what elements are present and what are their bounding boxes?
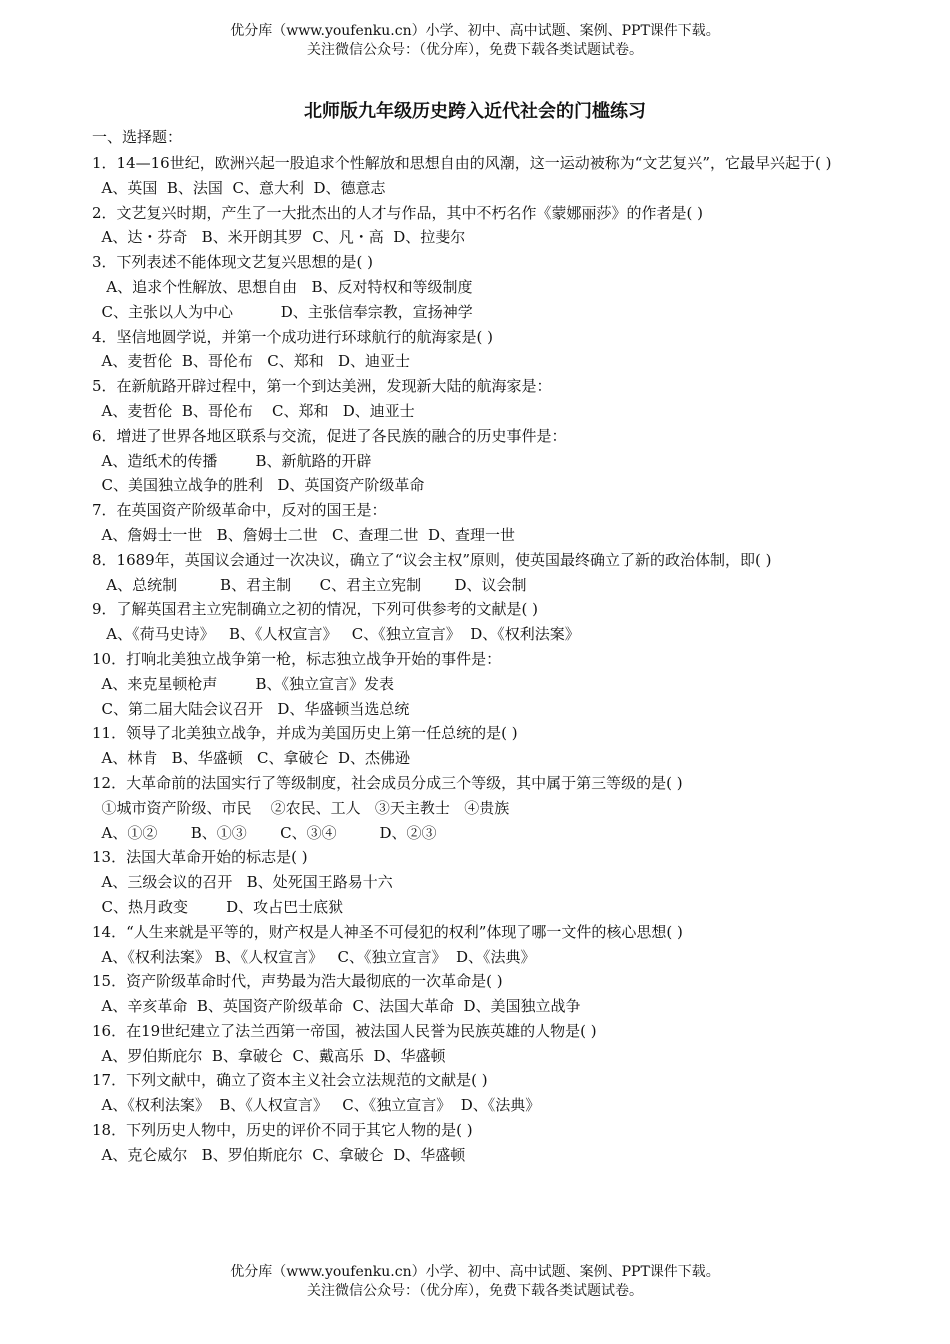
section-label: 一、选择题： [92, 128, 183, 146]
question-stem: 5．在新航路开辟过程中，第一个到达美洲，发现新大陆的航海家是： [92, 377, 552, 396]
question-item [92, 1019, 867, 1069]
question-item [92, 647, 867, 721]
question-item [92, 151, 867, 201]
question-stem: 16．在19世纪建立了法兰西第一帝国，被法国人民誉为民族英雄的人物是( ) [92, 1021, 597, 1040]
question-stem: 2．文艺复兴时期，产生了一大批杰出的人才与作品，其中不朽名作《蒙娜丽莎》的作者是( ) [92, 203, 704, 222]
option-line: C、第二届大陆会议召开 D、华盛顿当选总统 [92, 699, 410, 718]
question-item [92, 374, 867, 424]
question-list [92, 151, 867, 1168]
question-item [92, 920, 867, 970]
question-stem: 6．增进了世界各地区联系与交流，促进了各民族的融合的历史事件是： [92, 426, 567, 445]
option-line: A、达・芬奇 B、米开朗其罗 C、凡・高 D、拉斐尔 [92, 228, 466, 247]
option-line: C、热月政变 D、攻占巴士底狱 [92, 897, 344, 916]
question-stem: 17．下列文献中，确立了资本主义社会立法规范的文献是( ) [92, 1071, 488, 1090]
option-line: A、英国 B、法国 C、意大利 D、德意志 [92, 178, 386, 197]
question-item [92, 548, 867, 598]
option-line: A、追求个性解放、思想自由 B、反对特权和等级制度 [92, 277, 473, 296]
option-line: A、总统制 B、君主制 C、君主立宪制 D、议会制 [92, 575, 527, 594]
option-line: A、麦哲伦 B、哥伦布 C、郑和 D、迪亚士 [92, 401, 415, 420]
question-stem: 9．了解英国君主立宪制确立之初的情况，下列可供参考的文献是( ) [92, 600, 539, 619]
footer-line-2: 关注微信公众号：（优分库），免费下载各类试题试卷。 [307, 1283, 643, 1299]
question-stem: 10．打响北美独立战争第一枪，标志独立战争开始的事件是： [92, 649, 502, 668]
option-line: A、罗伯斯庇尔 B、拿破仑 C、戴高乐 D、华盛顿 [92, 1046, 446, 1065]
page-title: 北师版九年级历史跨入近代社会的门槛练习 [304, 101, 646, 122]
question-item [92, 498, 867, 548]
header-line-2: 关注微信公众号：（优分库），免费下载各类试题试卷。 [307, 42, 643, 58]
question-stem: 15．资产阶级革命时代，声势最为浩大最彻底的一次革命是( ) [92, 972, 503, 991]
option-line: A、詹姆士一世 B、詹姆士二世 C、查理二世 D、查理一世 [92, 525, 516, 544]
option-line: A、麦哲伦 B、哥伦布 C、郑和 D、迪亚士 [92, 352, 411, 371]
question-stem: 12．大革命前的法国实行了等级制度，社会成员分成三个等级，其中属于第三等级的是( ) [92, 773, 683, 792]
question-stem: 7．在英国资产阶级革命中，反对的国王是： [92, 501, 387, 520]
question-stem: 4．坚信地圆学说，并第一个成功进行环球航行的航海家是( ) [92, 327, 494, 346]
header-line-1: 优分库（www.youfenku.cn）小学、初中、高中试题、案例、PPT课件下载。 [230, 23, 720, 39]
option-line: A、辛亥革命 B、英国资产阶级革命 C、法国大革命 D、美国独立战争 [92, 997, 581, 1016]
option-line: A、造纸术的传播 B、新航路的开辟 [92, 451, 372, 470]
question-item [92, 845, 867, 919]
question-stem: 18．下列历史人物中，历史的评价不同于其它人物的是( ) [92, 1121, 473, 1140]
question-item [92, 721, 867, 771]
option-line: A、《权利法案》 B、《人权宣言》 C、《独立宣言》 D、《法典》 [92, 947, 536, 966]
question-item [92, 201, 867, 251]
option-line: A、三级会议的召开 B、处死国王路易十六 [92, 873, 393, 892]
option-line: C、主张以人为中心 D、主张信奉宗教，宣扬神学 [92, 302, 473, 321]
page-footer [0, 1263, 950, 1301]
question-item [92, 250, 867, 324]
question-stem: 13．法国大革命开始的标志是( ) [92, 848, 308, 867]
question-stem: 8．1689年，英国议会通过一次决议，确立了“议会主权”原则，使英国最终确立了新的政治体制，即( ) [92, 550, 772, 569]
question-item [92, 325, 867, 375]
question-item [92, 1118, 867, 1168]
question-item [92, 597, 867, 647]
footer-line-1: 优分库（www.youfenku.cn）小学、初中、高中试题、案例、PPT课件下载。 [230, 1264, 720, 1280]
question-item [92, 969, 867, 1019]
option-line: A、来克星顿枪声 B、《独立宣言》发表 [92, 674, 395, 693]
question-item [92, 424, 867, 498]
option-line: A、①② B、①③ C、③④ D、②③ [92, 823, 437, 842]
question-stem: 14．“人生来就是平等的，财产权是人神圣不可侵犯的权利”体现了哪一文件的核心思想( ) [92, 922, 683, 941]
option-line: A、《荷马史诗》 B、《人权宣言》 C、《独立宣言》 D、《权利法案》 [92, 625, 580, 644]
question-item [92, 1068, 867, 1118]
option-line: ①城市资产阶级、市民 ②农民、工人 ③天主教士 ④贵族 [92, 798, 510, 817]
question-item [92, 771, 867, 845]
question-stem: 3．下列表述不能体现文艺复兴思想的是( ) [92, 253, 374, 272]
option-line: A、《权利法案》 B、《人权宣言》 C、《独立宣言》 D、《法典》 [92, 1096, 541, 1115]
question-stem: 1．14—16世纪，欧洲兴起一股追求个性解放和思想自由的风潮，这一运动被称为“文艺复兴”，它最早兴起于( ) [92, 154, 832, 172]
option-line: A、克仑威尔 B、罗伯斯庇尔 C、拿破仑 D、华盛顿 [92, 1145, 466, 1164]
option-line: C、美国独立战争的胜利 D、英国资产阶级革命 [92, 476, 425, 495]
page-header [0, 22, 950, 60]
option-line: A、林肯 B、华盛顿 C、拿破仑 D、杰佛逊 [92, 749, 411, 768]
question-stem: 11．领导了北美独立战争，并成为美国历史上第一任总统的是( ) [92, 724, 518, 743]
